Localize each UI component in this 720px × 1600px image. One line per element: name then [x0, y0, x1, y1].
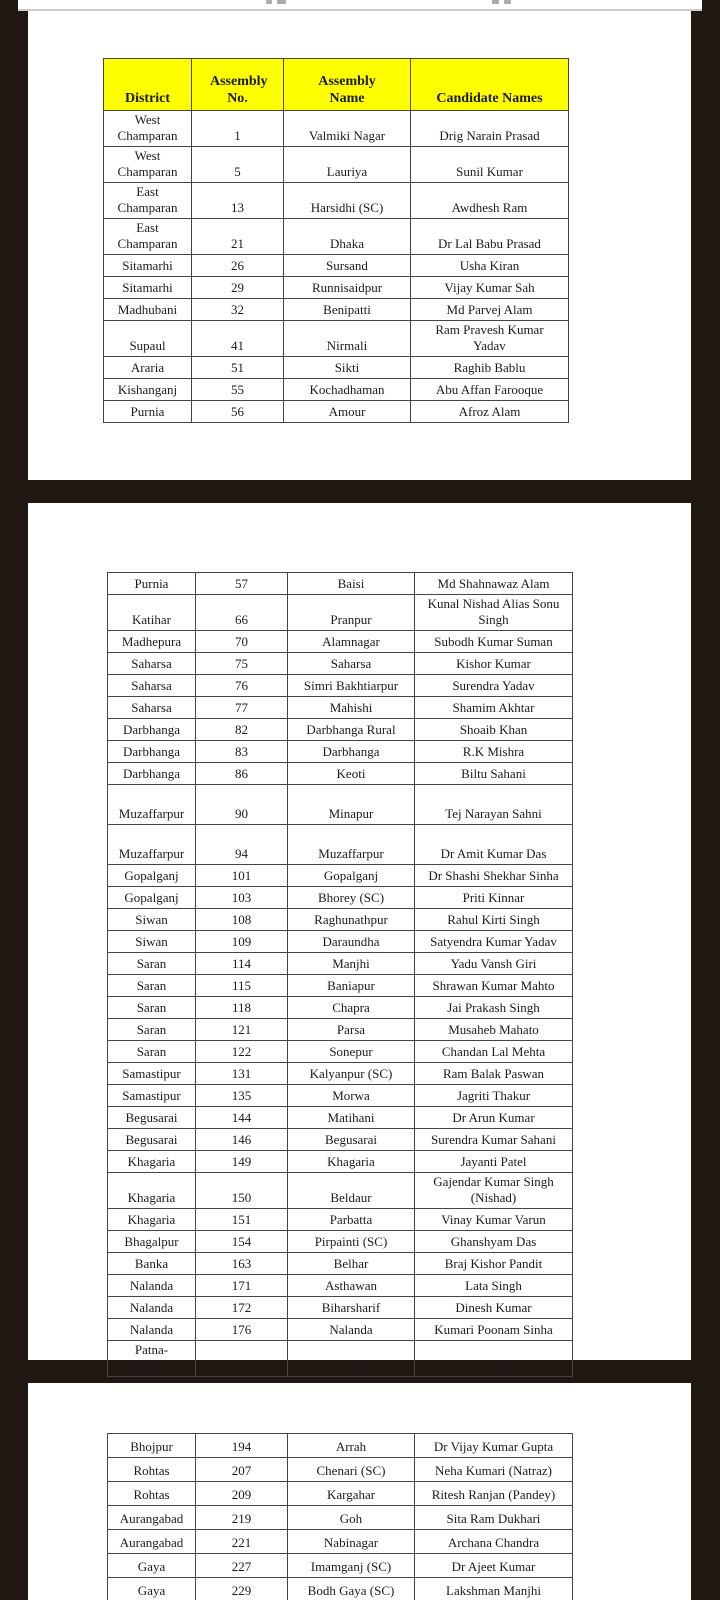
candidates-table-page-2 [107, 572, 573, 1377]
district-cell: Saran [108, 975, 196, 997]
candidate-cell: Kishor Kumar [415, 653, 573, 675]
table-row [108, 1231, 573, 1253]
table-row [104, 147, 569, 183]
table-row [108, 1458, 573, 1482]
district-cell: Muzaffarpur [108, 825, 196, 865]
district-cell: Gopalganj [108, 887, 196, 909]
no-cell: 5 [192, 147, 284, 183]
district-cell: Rohtas [108, 1458, 196, 1482]
no-cell: 176 [196, 1319, 288, 1341]
name-cell: Daraundha [288, 931, 415, 953]
table-row [108, 697, 573, 719]
document-page-3 [28, 1383, 691, 1600]
no-cell: 122 [196, 1041, 288, 1063]
no-cell: 66 [196, 595, 288, 631]
candidate-cell: R.K Mishra [415, 741, 573, 763]
district-cell: Begusarai [108, 1129, 196, 1151]
no-cell: 82 [196, 719, 288, 741]
candidate-cell: Dinesh Kumar [415, 1297, 573, 1319]
candidate-cell: Abu Affan Farooque [411, 379, 569, 401]
name-cell: Chenari (SC) [288, 1458, 415, 1482]
district-cell: Begusarai [108, 1107, 196, 1129]
name-cell: Baniapur [288, 975, 415, 997]
no-cell: 1 [192, 111, 284, 147]
no-cell: 90 [196, 785, 288, 825]
no-cell: 229 [196, 1578, 288, 1600]
name-cell: Keoti [288, 763, 415, 785]
table-row [104, 219, 569, 255]
candidate-cell: Afroz Alam [411, 401, 569, 423]
no-cell: 121 [196, 1019, 288, 1041]
no-cell: 172 [196, 1297, 288, 1319]
name-cell: Valmiki Nagar [284, 111, 411, 147]
candidate-cell: Vinay Kumar Varun [415, 1209, 573, 1231]
name-cell: Amour [284, 401, 411, 423]
district-cell: Sitamarhi [104, 255, 192, 277]
cutoff-text-fragment [492, 0, 499, 4]
name-cell: Kochadhaman [284, 379, 411, 401]
table-row [108, 1063, 573, 1085]
no-cell: 183 [196, 1341, 288, 1377]
candidate-cell: Shoaib Khan [415, 719, 573, 741]
name-cell: Gopalganj [288, 865, 415, 887]
table-row [108, 1107, 573, 1129]
candidate-cell: Jagriti Thakur [415, 1085, 573, 1107]
table-row [108, 931, 573, 953]
table-row [104, 357, 569, 379]
table-row [108, 997, 573, 1019]
district-cell: Saharsa [108, 697, 196, 719]
name-cell: Parsa [288, 1019, 415, 1041]
district-cell: Khagaria [108, 1151, 196, 1173]
no-cell: 56 [192, 401, 284, 423]
candidate-cell: Chandan Lal Mehta [415, 1041, 573, 1063]
candidate-cell: Neha Kumari (Natraz) [415, 1458, 573, 1482]
no-cell: 51 [192, 357, 284, 379]
candidate-cell: Priti Kinnar [415, 887, 573, 909]
table-row [108, 675, 573, 697]
district-cell: Siwan [108, 931, 196, 953]
district-cell: Aurangabad [108, 1530, 196, 1554]
cutoff-text-fragment [277, 0, 286, 4]
table-row [108, 1482, 573, 1506]
no-cell: 131 [196, 1063, 288, 1085]
no-cell: 209 [196, 1482, 288, 1506]
name-cell: Matihani [288, 1107, 415, 1129]
table-row [108, 1041, 573, 1063]
district-cell: Araria [104, 357, 192, 379]
table-row [108, 975, 573, 997]
cutoff-text-fragment [504, 0, 511, 4]
table-row [108, 763, 573, 785]
document-page-1 [28, 11, 691, 480]
document-page-2 [28, 503, 691, 1373]
table-row [108, 1275, 573, 1297]
district-cell: Khagaria [108, 1209, 196, 1231]
no-cell: 144 [196, 1107, 288, 1129]
table-row [104, 299, 569, 321]
district-cell: Gaya [108, 1554, 196, 1578]
district-cell: Banka [108, 1253, 196, 1275]
table-row [108, 1319, 573, 1341]
no-cell: 151 [196, 1209, 288, 1231]
name-cell: Goh [288, 1506, 415, 1530]
district-cell: Saran [108, 1019, 196, 1041]
name-cell: Sonepur [288, 1041, 415, 1063]
candidate-cell: Ram Pravesh Kumar Yadav [411, 321, 569, 357]
candidate-cell: Dr Shashi Shekhar Sinha [415, 865, 573, 887]
district-cell: Darbhanga [108, 719, 196, 741]
previous-page-edge [18, 0, 702, 11]
candidate-cell: Jayanti Patel [415, 1151, 573, 1173]
no-cell: 83 [196, 741, 288, 763]
candidate-cell: Jai Prakash Singh [415, 997, 573, 1019]
candidate-cell: Awdhesh Ram [411, 183, 569, 219]
district-cell: Khagaria [108, 1173, 196, 1209]
candidate-cell: Surendra Yadav [415, 675, 573, 697]
column-header-district: District [104, 59, 192, 111]
candidate-cell: Kunal Nishad Alias Sonu Singh [415, 595, 573, 631]
district-cell: Darbhanga [108, 741, 196, 763]
no-cell: 41 [192, 321, 284, 357]
name-cell: Kalyanpur (SC) [288, 1063, 415, 1085]
candidate-cell: Dr Amit Kumar Das [415, 825, 573, 865]
candidate-cell: Lata Singh [415, 1275, 573, 1297]
name-cell: Asthawan [288, 1275, 415, 1297]
no-cell: 76 [196, 675, 288, 697]
candidate-cell: Raghib Bablu [411, 357, 569, 379]
no-cell: 70 [196, 631, 288, 653]
column-header-no: Assembly No. [192, 59, 284, 111]
name-cell: Saharsa [288, 653, 415, 675]
candidate-cell: Gajendar Kumar Singh (Nishad) [415, 1173, 573, 1209]
name-cell: Dhaka [284, 219, 411, 255]
name-cell: Sikti [284, 357, 411, 379]
candidate-cell: Dr Ajeet Kumar [415, 1554, 573, 1578]
name-cell: Beldaur [288, 1173, 415, 1209]
district-cell: Siwan [108, 909, 196, 931]
table-row [104, 255, 569, 277]
no-cell: 101 [196, 865, 288, 887]
district-cell: Nalanda [108, 1297, 196, 1319]
name-cell: Nalanda [288, 1319, 415, 1341]
district-cell: East Champaran [104, 183, 192, 219]
no-cell: 118 [196, 997, 288, 1019]
district-cell: Saran [108, 1041, 196, 1063]
name-cell: Runnisaidpur [284, 277, 411, 299]
no-cell: 94 [196, 825, 288, 865]
name-cell: Manjhi [288, 953, 415, 975]
table-row [108, 953, 573, 975]
candidate-cell: K C Sinha [415, 1341, 573, 1377]
column-header-candidate: Candidate Names [411, 59, 569, 111]
name-cell: Benipatti [284, 299, 411, 321]
name-cell: Kargahar [288, 1482, 415, 1506]
no-cell: 171 [196, 1275, 288, 1297]
table-row [108, 887, 573, 909]
name-cell: Alamnagar [288, 631, 415, 653]
district-cell: Saharsa [108, 675, 196, 697]
name-cell: Belhar [288, 1253, 415, 1275]
no-cell: 55 [192, 379, 284, 401]
name-cell: Darbhanga Rural [288, 719, 415, 741]
district-cell: West Champaran [104, 111, 192, 147]
name-cell: Harsidhi (SC) [284, 183, 411, 219]
table-row [104, 277, 569, 299]
candidate-cell: Archana Chandra [415, 1530, 573, 1554]
name-cell: Chapra [288, 997, 415, 1019]
district-cell: Sitamarhi [104, 277, 192, 299]
name-cell: Pirpainti (SC) [288, 1231, 415, 1253]
name-cell: Muzaffarpur [288, 825, 415, 865]
table-row [108, 1085, 573, 1107]
candidates-table-page-3 [107, 1433, 573, 1600]
table-row [108, 1297, 573, 1319]
candidate-cell: Ritesh Ranjan (Pandey) [415, 1482, 573, 1506]
candidate-cell: Tej Narayan Sahni [415, 785, 573, 825]
candidate-cell: Lakshman Manjhi [415, 1578, 573, 1600]
candidate-cell: Shamim Akhtar [415, 697, 573, 719]
table-row [104, 183, 569, 219]
district-cell: Samastipur [108, 1063, 196, 1085]
district-cell: Aurangabad [108, 1506, 196, 1530]
district-cell: Madhubani [104, 299, 192, 321]
table-row [108, 1434, 573, 1458]
no-cell: 75 [196, 653, 288, 675]
candidate-cell: Vijay Kumar Sah [411, 277, 569, 299]
candidate-cell: Ram Balak Paswan [415, 1063, 573, 1085]
no-cell: 77 [196, 697, 288, 719]
name-cell: Begusarai [288, 1129, 415, 1151]
table-row [108, 1019, 573, 1041]
name-cell: Nirmali [284, 321, 411, 357]
no-cell: 29 [192, 277, 284, 299]
no-cell: 207 [196, 1458, 288, 1482]
candidate-cell: Kumari Poonam Sinha [415, 1319, 573, 1341]
table-row [108, 595, 573, 631]
candidate-cell: Braj Kishor Pandit [415, 1253, 573, 1275]
name-cell: Arrah [288, 1434, 415, 1458]
candidates-table-page-1 [103, 58, 569, 423]
table-row [104, 321, 569, 357]
no-cell: 21 [192, 219, 284, 255]
table-row [108, 631, 573, 653]
table-row [108, 1578, 573, 1600]
no-cell: 32 [192, 299, 284, 321]
no-cell: 154 [196, 1231, 288, 1253]
candidate-cell: Satyendra Kumar Yadav [415, 931, 573, 953]
district-cell: Nalanda [108, 1275, 196, 1297]
table-row [108, 909, 573, 931]
district-cell: Gaya [108, 1578, 196, 1600]
table-row [108, 1530, 573, 1554]
candidate-cell: Sunil Kumar [411, 147, 569, 183]
no-cell: 150 [196, 1173, 288, 1209]
name-cell: Lauriya [284, 147, 411, 183]
table-row [108, 825, 573, 865]
table-row [108, 1129, 573, 1151]
candidate-cell: Usha Kiran [411, 255, 569, 277]
no-cell: 13 [192, 183, 284, 219]
no-cell: 135 [196, 1085, 288, 1107]
table-row [108, 1506, 573, 1530]
district-cell: Purnia [108, 573, 196, 595]
name-cell: Bodh Gaya (SC) [288, 1578, 415, 1600]
no-cell: 227 [196, 1554, 288, 1578]
candidate-cell: Shrawan Kumar Mahto [415, 975, 573, 997]
name-cell: Khagaria [288, 1151, 415, 1173]
candidate-cell: Md Parvej Alam [411, 299, 569, 321]
name-cell: Bhorey (SC) [288, 887, 415, 909]
no-cell: 26 [192, 255, 284, 277]
table-row [108, 1151, 573, 1173]
district-cell: Muzaffarpur [108, 785, 196, 825]
district-cell: Gopalganj [108, 865, 196, 887]
cutoff-text-fragment [266, 0, 272, 4]
table-row [108, 1554, 573, 1578]
district-cell: East Champaran [104, 219, 192, 255]
no-cell: 86 [196, 763, 288, 785]
candidate-cell: Dr Vijay Kumar Gupta [415, 1434, 573, 1458]
name-cell: Simri Bakhtiarpur [288, 675, 415, 697]
name-cell: Kumhrar [288, 1341, 415, 1377]
name-cell: Morwa [288, 1085, 415, 1107]
no-cell: 149 [196, 1151, 288, 1173]
name-cell: Raghunathpur [288, 909, 415, 931]
name-cell: Sursand [284, 255, 411, 277]
name-cell: Mahishi [288, 697, 415, 719]
no-cell: 115 [196, 975, 288, 997]
candidate-cell: Dr Lal Babu Prasad [411, 219, 569, 255]
candidate-cell: Rahul Kirti Singh [415, 909, 573, 931]
table-row [108, 573, 573, 595]
column-header-name: Assembly Name [284, 59, 411, 111]
name-cell: Pranpur [288, 595, 415, 631]
candidate-cell: Biltu Sahani [415, 763, 573, 785]
no-cell: 194 [196, 1434, 288, 1458]
name-cell: Baisi [288, 573, 415, 595]
name-cell: Parbatta [288, 1209, 415, 1231]
district-cell: Saharsa [108, 653, 196, 675]
name-cell: Nabinagar [288, 1530, 415, 1554]
candidate-cell: Sita Ram Dukhari [415, 1506, 573, 1530]
name-cell: Biharsharif [288, 1297, 415, 1319]
table-header-row [104, 59, 569, 111]
table-row [108, 1173, 573, 1209]
candidate-cell: Yadu Vansh Giri [415, 953, 573, 975]
name-cell: Darbhanga [288, 741, 415, 763]
district-cell: Rohtas [108, 1482, 196, 1506]
table-row [104, 379, 569, 401]
name-cell: Minapur [288, 785, 415, 825]
district-cell: Samastipur [108, 1085, 196, 1107]
table-row [108, 741, 573, 763]
district-cell: West Champaran [104, 147, 192, 183]
district-cell: Supaul [104, 321, 192, 357]
no-cell: 221 [196, 1530, 288, 1554]
no-cell: 57 [196, 573, 288, 595]
table-row [108, 653, 573, 675]
table-row [108, 1209, 573, 1231]
candidate-cell: Drig Narain Prasad [411, 111, 569, 147]
candidate-cell: Subodh Kumar Suman [415, 631, 573, 653]
table-row [104, 111, 569, 147]
district-cell: Bhagalpur [108, 1231, 196, 1253]
district-cell: Bhojpur [108, 1434, 196, 1458]
table-row [108, 719, 573, 741]
candidate-cell: Ghanshyam Das [415, 1231, 573, 1253]
table-row [108, 865, 573, 887]
district-cell: Darbhanga [108, 763, 196, 785]
name-cell: Imamganj (SC) [288, 1554, 415, 1578]
district-cell: Purnia [104, 401, 192, 423]
district-cell: Katihar [108, 595, 196, 631]
no-cell: 108 [196, 909, 288, 931]
table-row [108, 1341, 573, 1377]
district-cell: Madhepura [108, 631, 196, 653]
no-cell: 103 [196, 887, 288, 909]
no-cell: 219 [196, 1506, 288, 1530]
candidate-cell: Md Shahnawaz Alam [415, 573, 573, 595]
district-cell: Nalanda [108, 1319, 196, 1341]
district-cell: Saran [108, 997, 196, 1019]
table-row [104, 401, 569, 423]
table-row [108, 1253, 573, 1275]
district-cell: Kishanganj [104, 379, 192, 401]
no-cell: 109 [196, 931, 288, 953]
district-cell: Patna-Mahanagar [108, 1341, 196, 1377]
no-cell: 114 [196, 953, 288, 975]
no-cell: 146 [196, 1129, 288, 1151]
no-cell: 163 [196, 1253, 288, 1275]
district-cell: Saran [108, 953, 196, 975]
candidate-cell: Musaheb Mahato [415, 1019, 573, 1041]
candidate-cell: Dr Arun Kumar [415, 1107, 573, 1129]
table-row [108, 785, 573, 825]
candidate-cell: Surendra Kumar Sahani [415, 1129, 573, 1151]
